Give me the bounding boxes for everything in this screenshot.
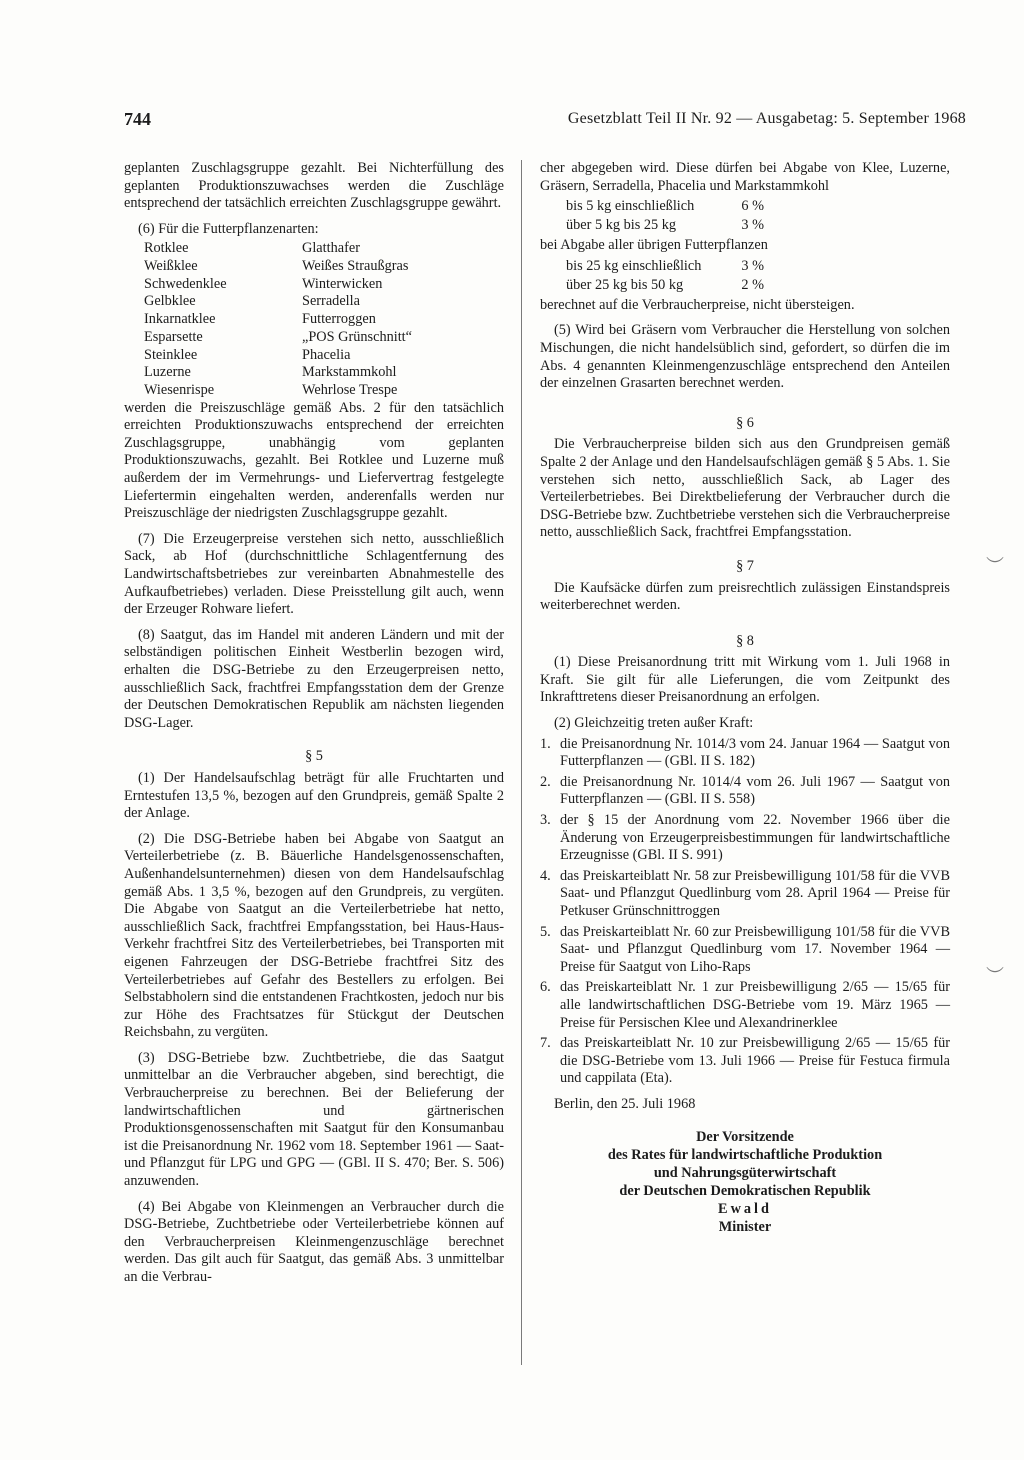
- section-5-paragraph-3: (3) DSG-Betriebe bzw. Zuchtbetriebe, die das Saatgut unmittelbar an die Verbraucher abgeben, sind berechtigt, die Verbraucherpreise zu berechnen. Bei der Belieferung der landwirtschaftlichen und gärtnerischen Produktionsgenossenschaften mit Saatgut für den Konsumanbau ist die Preisanordnung Nr. 1962 vom 18. September 1961 — Saat- und Pflanzgut für LPG und GPG — (GBl. II S. 470; Ber. S. 506) anzuwenden.: [124, 1049, 504, 1190]
- list-item-text: die Preisanordnung Nr. 1014/3 vom 24. Januar 1964 — Saatgut von Futterpflanzen — (GBl. II S. 182): [560, 735, 950, 770]
- paragraph-6-lead: (6) Für die Futterpflanzenarten:: [138, 220, 319, 237]
- list-item-number: 5.: [540, 923, 551, 940]
- list-item-text: die Preisanordnung Nr. 1014/4 vom 26. Juli 1967 — Saatgut von Futterpflanzen — (GBl. II S. 558): [560, 773, 950, 808]
- section-heading-5: § 5: [305, 748, 323, 765]
- right-column: [540, 160, 950, 1236]
- list-item: [540, 924, 950, 977]
- plant-item: Gelbklee: [144, 293, 196, 310]
- plant-item: Luzerne: [144, 364, 191, 381]
- signature-line: Der Vorsitzende: [696, 1128, 794, 1145]
- signature-line: der Deutschen Demokratischen Republik: [619, 1182, 871, 1199]
- paragraph-intro: geplanten Zuschlagsgruppe gezahlt. Bei Nichterfüllung des geplanten Produktionszuwachses werden die Zuschläge entsprechend der tatsächlich erreichten Zuschlagsgruppe gewährt.: [124, 160, 504, 212]
- section-5-paragraph-2: (2) Die DSG-Betriebe haben bei Abgabe von Saatgut an Verteilerbetriebe (z. B. Bäuerliche Handelsgenossenschaften, Außenhandelsunternehmen) diesen von dem Handelsaufschlag gemäß Abs. 1 3,5 %, bezogen auf den Grundpreis, zu vergüten. Die Abgabe von Saatgut an die Verteilerbetriebe hat netto, ausschließlich Sack, frachtfrei Empfangsstation, bei Haus-Haus-Verkehr frachtfrei Sitz des Verteilerbetriebes, bei Transporten mit eigenen Fahrzeugen der DSG-Betriebe frachtfrei Sitz des Verteilerbetriebes auf Gefahr des Bestellers zu erfolgen. Bei Selbstabholern sind die entstandenen Frachtkosten, jedoch nur bis zur Höhe des Frachtsatzes für Stückgut der Deutschen Reichsbahn, zu vergüten.: [124, 830, 504, 1041]
- plant-item: Schwedenklee: [144, 275, 227, 292]
- paragraph-8: (8) Saatgut, das im Handel mit anderen Ländern und mit der selbständigen politischen Einheit Westberlin bezogen wird, erhalten die DSG-Betriebe zu den Erzeugerpreisen netto, ausschließlich Sack, frachtfrei Empfangsstation dem der Grenze der Deutschen Demokratischen Republik am nächsten liegenden DSG-Lager.: [124, 626, 504, 731]
- plant-item: Inkarnatklee: [144, 311, 216, 328]
- plant-item: Wiesenrispe: [144, 382, 215, 398]
- list-item-number: 3.: [540, 812, 551, 829]
- list-item-text: das Preiskarteiblatt Nr. 58 zur Preisbewilligung 101/58 für die VVB Saat- und Pflanzgut Quedlinburg vom 28. April 1964 — Preise für Petkuser Grünschnittroggen: [560, 867, 950, 919]
- list-item: [540, 812, 950, 865]
- list-item-number: 4.: [540, 867, 551, 884]
- surcharge-table-b: [566, 257, 950, 295]
- list-item: [540, 736, 950, 771]
- plant-item: Weißklee: [144, 258, 198, 275]
- margin-mark: ︶: [986, 966, 1004, 986]
- section-7-paragraph: Die Kaufsäcke dürfen zum preisrechtlich zulässigen Einstandspreis weiterberechnet werden.: [540, 579, 950, 614]
- signature-line: des Rates für landwirtschaftliche Produktion: [607, 1146, 883, 1163]
- page-header: [124, 108, 966, 134]
- plant-item: Futterroggen: [302, 311, 376, 328]
- section-5-paragraph-5: (5) Wird bei Gräsern vom Verbraucher die Herstellung von solchen Mischungen, die nicht handelsüblich sind, gefordert, so dürfen die im Abs. 4 genannten Kleinmengenzuschläge entsprechend den Anteilen der einzelnen Grasarten berechnet werden.: [540, 322, 950, 392]
- margin-mark: ︶: [986, 556, 1004, 576]
- signatory-role: Minister: [718, 1218, 772, 1235]
- section-8-paragraph-1: (1) Diese Preisanordnung tritt mit Wirkung vom 1. Juli 1968 in Kraft. Sie gilt für alle Lieferungen, die vom Zeitpunkt des Inkrafttretens dieser Preisanordnung an erfolgen.: [540, 654, 950, 706]
- left-column: [124, 160, 504, 1295]
- column-divider: [521, 160, 522, 1365]
- plant-item: Serradella: [302, 293, 360, 310]
- surcharge-percent: 2 %: [741, 276, 764, 293]
- section-heading-8: § 8: [736, 632, 754, 649]
- signature-block: [540, 1128, 950, 1236]
- repealed-list: [540, 736, 950, 1088]
- paragraph-other-plants: bei Abgabe aller übrigen Futterpflanzen: [540, 237, 768, 254]
- paragraph-6-body: werden die Preiszuschläge gemäß Abs. 2 für den tatsächlich erreichten Produktionszuwachs entsprechend der erreichten Zuschlagsgruppe, unabhängig vom geplanten Produktionszuwachs, gezahlt. Bei Rotklee und Luzerne muß außerdem der im Vermehrungs- und Liefervertrag festgelegte Liefertermin eingehalten werden, anderenfalls werden nur Preiszuschläge der niedrigsten Zuschlagsgruppe gezahlt.: [124, 399, 504, 522]
- list-item-text: das Preiskarteiblatt Nr. 1 zur Preisbewilligung 2/65 — 15/65 für alle landwirtschaftlichen DSG-Betriebe vom 19. März 1965 — Preise für Persischen Klee und Alexandrinerklee: [560, 979, 950, 1031]
- surcharge-row: [566, 257, 950, 276]
- list-item-text: das Preiskarteiblatt Nr. 10 zur Preisbewilligung 2/65 — 15/65 für die DSG-Betriebe vom 13. Juli 1966 — Preise für Festuca firmula und cappilata (Eta).: [560, 1035, 950, 1087]
- section-heading-7: § 7: [736, 557, 754, 574]
- surcharge-percent: 3 %: [741, 217, 764, 234]
- list-item-number: 1.: [540, 735, 551, 752]
- page-number: 744: [124, 109, 151, 129]
- surcharge-table-a: [566, 197, 950, 235]
- signature-line: und Nahrungsgüterwirtschaft: [653, 1164, 837, 1181]
- section-8-paragraph-2-lead: (2) Gleichzeitig treten außer Kraft:: [554, 715, 754, 732]
- place-and-date: Berlin, den 25. Juli 1968: [554, 1095, 696, 1112]
- plant-item: Weißes Straußgras: [302, 258, 409, 275]
- plant-item: Glatthafer: [302, 240, 360, 257]
- surcharge-row: [566, 276, 950, 295]
- section-6-paragraph: Die Verbraucherpreise bilden sich aus den Grundpreisen gemäß Spalte 2 der Anlage und den Handelsaufschlägen gemäß § 5 Abs. 1. Sie verstehen sich netto, ausschließlich Sack, ab Lager des Verteilerbetriebes. Bei Direktbelieferung der Verbraucher durch die DSG-Betriebe bzw. Zuchtbetriebe verstehen sich die Verbraucherpreise netto, ausschließlich Sack, frachtfrei Empfangsstation.: [540, 436, 950, 541]
- surcharge-percent: 3 %: [741, 257, 764, 274]
- surcharge-percent: 6 %: [741, 198, 764, 215]
- plant-list: [144, 240, 504, 399]
- list-item-text: der § 15 der Anordnung vom 22. November 1966 über die Änderung von Erzeugerpreisbestimmungen für landwirtschaftliche Erzeugnisse (GBl. II S. 991): [560, 812, 950, 864]
- list-item: [540, 774, 950, 809]
- list-item-number: 2.: [540, 773, 551, 790]
- surcharge-range: über 25 kg bis 50 kg: [566, 276, 684, 293]
- plant-item: Wehrlose Trespe: [302, 382, 398, 398]
- signatory-name: Ewald: [718, 1200, 772, 1217]
- plant-item: Markstammkohl: [302, 364, 397, 381]
- section-5-paragraph-1: (1) Der Handelsaufschlag beträgt für alle Fruchtarten und Erntestufen 13,5 %, bezogen auf den Grundpreis, gemäß Spalte 2 der Anlage.: [124, 769, 504, 822]
- surcharge-row: [566, 197, 950, 216]
- list-item-number: 6.: [540, 979, 551, 996]
- paragraph-calculation: berechnet auf die Verbraucherpreise, nicht übersteigen.: [540, 296, 855, 313]
- paragraph-7: (7) Die Erzeugerpreise verstehen sich netto, ausschließlich Sack, ab Hof (durchschnittliche Schlagentfernung des Landwirtschaftsbetriebes zur vereinbarten Abnahmestelle des Aufkaufbetriebes) verladen. Diese Preisstellung gilt auch, wenn der Erzeuger Rohware liefert.: [124, 530, 504, 618]
- paragraph-continuation: cher abgegeben wird. Diese dürfen bei Abgabe von Klee, Luzerne, Gräsern, Serradella, Phacelia und Markstammkohl: [540, 160, 950, 194]
- plant-item: Esparsette: [144, 328, 203, 345]
- section-heading-6: § 6: [736, 414, 754, 431]
- plant-item: Winterwicken: [302, 275, 383, 292]
- plant-item: Phacelia: [302, 346, 351, 363]
- list-item-text: das Preiskarteiblatt Nr. 60 zur Preisbewilligung 101/58 für die VVB Saat- und Pflanzgut Quedlinburg vom 17. November 1964 — Preise für Saatgut von Liho-Raps: [560, 923, 950, 975]
- plant-item: Rotklee: [144, 240, 189, 257]
- surcharge-range: bis 5 kg einschließlich: [566, 198, 695, 215]
- list-item-number: 7.: [540, 1035, 551, 1052]
- plant-item: „POS Grünschnitt“: [302, 328, 412, 345]
- surcharge-range: über 5 kg bis 25 kg: [566, 217, 676, 234]
- gazette-title: Gesetzblatt Teil II Nr. 92 — Ausgabetag: 5. September 1968: [567, 110, 966, 127]
- section-5-paragraph-4: (4) Bei Abgabe von Kleinmengen an Verbraucher durch die DSG-Betriebe, Zuchtbetriebe oder Verteilerbetriebe können auf den Verbraucherpreisen Kleinmengenzuschläge berechnet werden. Das gilt auch für Saatgut, das gemäß Abs. 3 unmittelbar an die Verbrau-: [124, 1198, 504, 1286]
- list-item: [540, 979, 950, 1032]
- surcharge-row: [566, 216, 950, 235]
- list-item: [540, 1035, 950, 1088]
- plant-item: Steinklee: [144, 346, 198, 363]
- surcharge-range: bis 25 kg einschließlich: [566, 257, 702, 274]
- list-item: [540, 868, 950, 921]
